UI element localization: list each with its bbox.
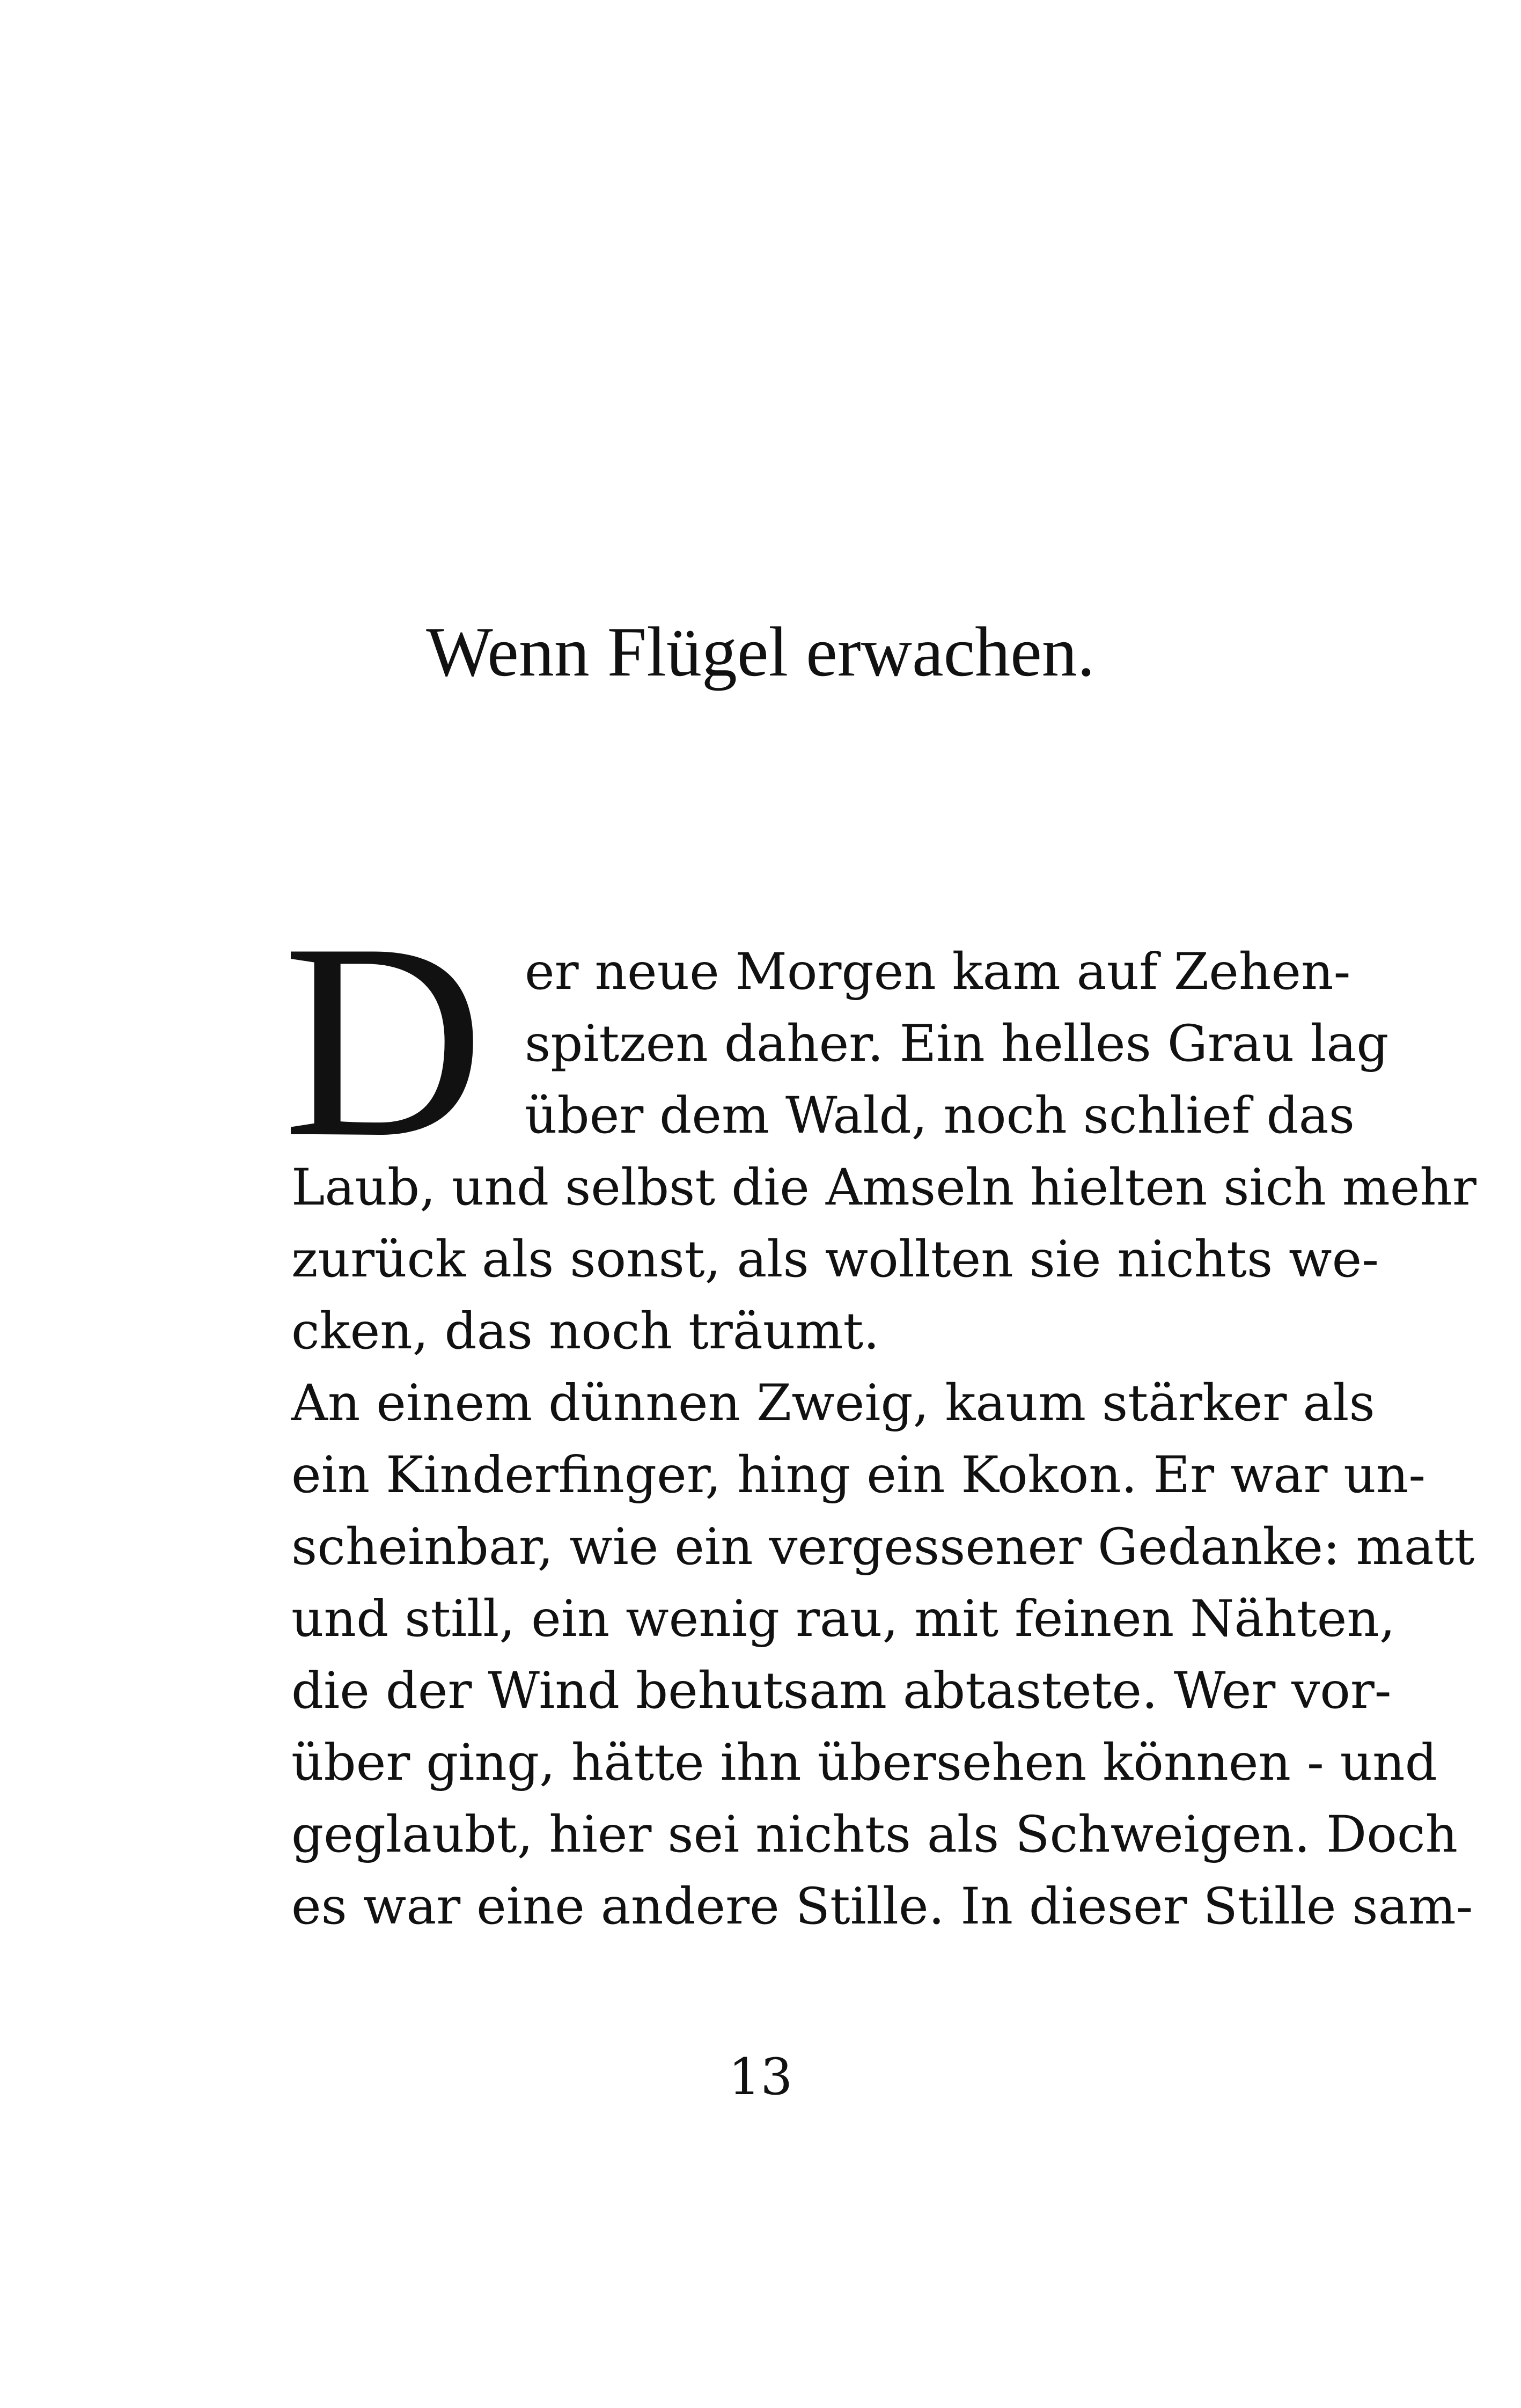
text-line: es war eine andere Stille. In dieser Stille sam- (291, 1877, 1473, 1936)
text-line: spitzen daher. Ein helles Grau lag (525, 1015, 1389, 1073)
text-line: geglaubt, hier sei nichts als Schweigen. Doch (291, 1805, 1458, 1864)
text-line: An einem dünnen Zweig, kaum stärker als (291, 1374, 1375, 1433)
text-line: zurück als sonst, als wollten sie nichts we- (291, 1230, 1379, 1289)
page-number: 13 (728, 2048, 793, 2106)
text-line: die der Wind behutsam abtastete. Wer vor- (291, 1662, 1392, 1720)
text-line: Laub, und selbst die Amseln hielten sich mehr (291, 1158, 1476, 1217)
chapter-title: Wenn Flügel erwachen. (426, 612, 1095, 691)
text-line: scheinbar, wie ein vergessener Gedanke: matt (291, 1518, 1475, 1576)
text-line: cken, das noch träumt. (291, 1302, 880, 1361)
text-line: und still, ein wenig rau, mit feinen Nähten, (291, 1590, 1395, 1648)
text-line: über dem Wald, noch schlief das (525, 1086, 1355, 1145)
text-line: über ging, hätte ihn übersehen können - und (291, 1734, 1437, 1792)
text-line: er neue Morgen kam auf Zehen- (525, 943, 1351, 1001)
drop-cap: D (283, 886, 484, 1195)
text-line: ein Kinderfinger, hing ein Kokon. Er war un- (291, 1446, 1426, 1504)
